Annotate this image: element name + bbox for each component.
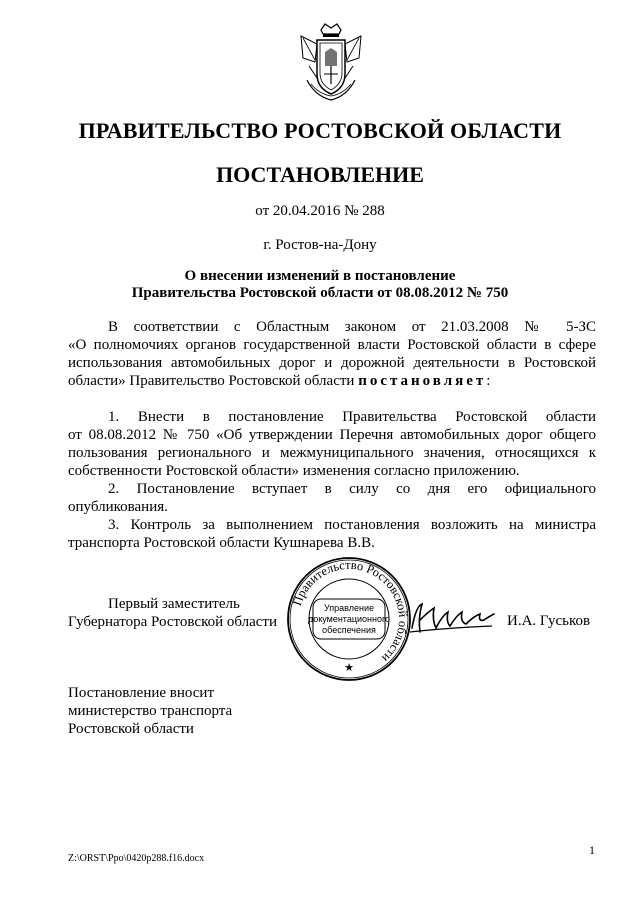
government-title: ПРАВИТЕЛЬСТВО РОСТОВСКОЙ ОБЛАСТИ bbox=[78, 118, 562, 143]
item-1-line-1: 1. Внести в постановление Правительства Ростовской области bbox=[108, 409, 596, 425]
item-3-line-1: 3. Контроль за выполнением постановления возложить на министра bbox=[108, 517, 596, 533]
preamble-paragraph bbox=[68, 318, 596, 390]
note-line-2: министерство транспорта bbox=[68, 703, 233, 719]
stamp-star-icon: ★ bbox=[344, 662, 354, 674]
preamble-colon: : bbox=[486, 373, 491, 389]
note-line-3: Ростовской области bbox=[68, 721, 194, 737]
official-stamp bbox=[285, 555, 413, 683]
position-line-1: Первый заместитель bbox=[108, 596, 240, 612]
date-and-number: от 20.04.2016 № 288 bbox=[255, 203, 385, 219]
note-line-1: Постановление вносит bbox=[68, 685, 215, 701]
coat-of-arms-emblem bbox=[297, 22, 365, 104]
item-2-line-1: 2. Постановление вступает в силу со дня его официального bbox=[108, 481, 596, 497]
item-1-line-4: собственности Ростовской области» изменения согласно приложению. bbox=[68, 463, 520, 479]
signatory-name: И.А. Гуськов bbox=[507, 613, 591, 629]
stamp-inner-line-2: документационного bbox=[307, 614, 391, 624]
page-number: 1 bbox=[589, 843, 595, 857]
stamp-ring-text: Правительство Ростовской области bbox=[290, 557, 411, 666]
document-type-title: ПОСТАНОВЛЕНИЕ bbox=[216, 162, 424, 187]
item-1-line-2: от 08.08.2012 № 750 «Об утверждении Перечня автомобильных дорог общего bbox=[68, 427, 596, 443]
preamble-line-1: В соответствии с Областным законом от 21.03.2008 № 5-ЗС bbox=[108, 319, 596, 335]
item-3-line-2: транспорта Ростовской области Кушнарева В.В. bbox=[68, 535, 375, 551]
stamp-inner-line-3: обеспечения bbox=[322, 625, 376, 635]
stamp-inner-line-1: Управление bbox=[323, 603, 375, 613]
item-2-line-2: опубликования. bbox=[68, 499, 168, 515]
item-1-line-3: пользования регионального и межмуниципального значения, относящихся к bbox=[68, 445, 596, 461]
file-path: Z:\ORST\Ppo\0420p288.f16.docx bbox=[68, 853, 205, 864]
decree-subject bbox=[0, 268, 640, 302]
preamble-line-3: использования автомобильных дорог и дорожной деятельности в Ростовской bbox=[68, 355, 596, 371]
subject-line-2: Правительства Ростовской области от 08.08.2012 № 750 bbox=[131, 285, 509, 301]
item-1-paragraph bbox=[68, 408, 596, 480]
position-line-2: Губернатора Ростовской области bbox=[68, 614, 278, 630]
preamble-line-4 bbox=[68, 372, 596, 390]
decree-keyword: постановляет bbox=[358, 373, 487, 389]
signatory-position bbox=[68, 595, 277, 631]
preamble-line-2: «О полномочиях органов государственной власти Ростовской области в сфере bbox=[68, 337, 596, 353]
city-line: г. Ростов-на-Дону bbox=[263, 237, 377, 253]
handwritten-signature bbox=[406, 598, 496, 640]
preamble-line-4-text: области» Правительство Ростовской области bbox=[68, 373, 355, 389]
item-3-paragraph bbox=[68, 516, 596, 552]
subject-line-1: О внесении изменений в постановление bbox=[184, 268, 456, 284]
submitted-by-note bbox=[68, 684, 232, 738]
item-2-paragraph bbox=[68, 480, 596, 516]
